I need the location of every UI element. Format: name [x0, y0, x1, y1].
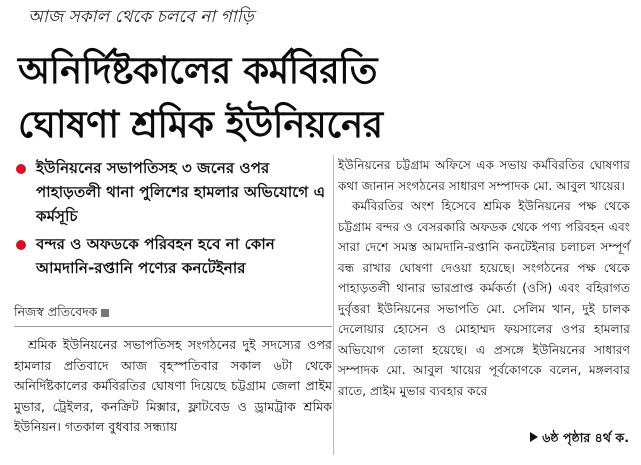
square-icon: [101, 309, 109, 317]
column-divider: [333, 155, 334, 455]
headline-line-1: অনির্দিষ্টকালের কর্মবিরতি: [18, 49, 378, 92]
continued-text: ৬ষ্ঠ পৃষ্ঠার ৪র্থ ক.: [542, 430, 629, 445]
body-column-1: [14, 335, 332, 438]
continued-note: [530, 430, 629, 450]
kicker: আজ সকাল থেকে চলবে না গাড়ি: [28, 7, 254, 27]
bullet-text: বন্দর ও অফডকে পরিবহন হবে না কোন আমদানি-রপ্তানি পণ্যের কনটেইনার: [36, 235, 275, 277]
bullet-dot-icon: [16, 164, 26, 174]
byline-text: নিজস্ব প্রতিবেদক: [14, 304, 98, 319]
divider: [14, 326, 332, 327]
summary-bullets: [14, 156, 332, 284]
body-paragraph: ইউনিয়নের চট্টগ্রাম অফিসে এক সভায় কর্মবিরতির ঘোষণার কথা জানান সংগঠনের সাধারণ সম্পাদক মো. আবুল খায়ের।: [338, 158, 630, 193]
bullet-dot-icon: [16, 240, 26, 250]
headline-line-2: ঘোষণা শ্রমিক ইউনিয়নের: [18, 103, 383, 146]
body-paragraph: শ্রমিক ইউনিয়নের সভাপতিসহ সংগঠনের দুই সদস্যের ওপর হামলার প্রতিবাদে আজ বৃহস্পতিবার সকাল ৬টা থেকে অনির্দিষ্টকালের কর্মবিরতির ঘোষণা দিয়েছে চট্টগ্রাম জেলা প্রাইম মুভার, ট্রেইলর, কনক্রিট মিক্সার, ফ্লাটবেড ও ড্রামট্রাক শ্রমিক ইউনিয়ন। গতকাল বুধবার সন্ধ্যায়: [14, 337, 332, 434]
headline: [18, 44, 633, 152]
byline: [14, 304, 332, 324]
arrow-right-icon: [530, 432, 538, 442]
body-column-2: [338, 155, 630, 401]
summary-bullet: [14, 156, 332, 228]
bullet-text: ইউনিয়নের সভাপতিসহ ৩ জনের ওপর পাহাড়তলী থানা পুলিশের হামলার অভিযোগে এ কর্মসূচি: [36, 159, 326, 225]
body-paragraph: কর্মবিরতির অংশ হিসেবে শ্রমিক ইউনিয়নের পক্ষ থেকে চট্টগ্রাম বন্দর ও বেসরকারি অফডক থেকে পণ্য পরিবহন এবং সারা দেশে সমস্ত আমদানি-রপ্তানি কনটেইনার চলাচল সম্পূর্ণ বন্ধ রাখার ঘোষণা দেওয়া হয়েছে। সংগঠনের পক্ষ থেকে পাহাড়তলী থানার ভারপ্রাপ্ত কর্মকর্তা (ওসি) এবং বহিরাগত দুর্বৃত্তরা ইউনিয়নের সভাপতি মো. সেলিম খান, দুই চালক দেলোয়ার হোসেন ও মোহাম্মদ ফয়সালের ওপর হামলার অভিযোগ তোলা হয়েছে। এ প্রসঙ্গে ইউনিয়নের সাধারণ সম্পাদক মো. আবুল খায়ের পূর্বকোণকে বলেন, মঙ্গলবার রাতে, প্রাইম মুভার ব্যবহার করে: [338, 199, 630, 398]
summary-bullet: [14, 232, 332, 280]
